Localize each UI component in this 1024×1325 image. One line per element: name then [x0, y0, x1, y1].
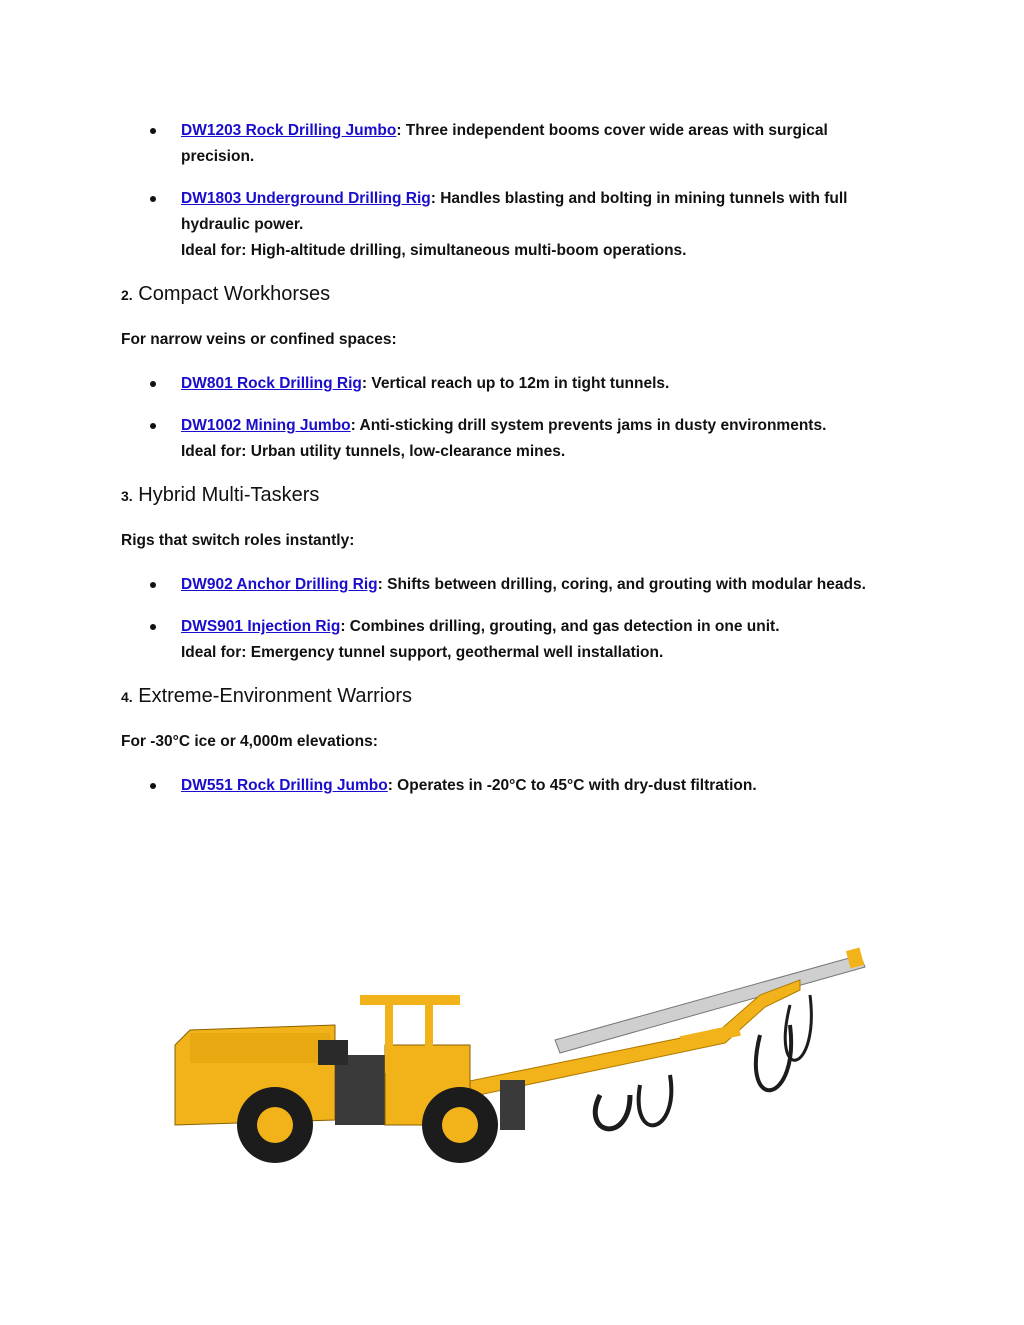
list-item — [121, 413, 901, 465]
document-content — [121, 118, 901, 815]
section-intro: Rigs that switch roles instantly: — [121, 532, 355, 549]
item-description: : Vertical reach up to 12m in tight tunnels. — [361, 375, 670, 392]
section-intro: For narrow veins or confined spaces: — [121, 331, 397, 348]
section-title: Extreme-Environment Warriors — [138, 685, 413, 707]
bullet — [150, 381, 156, 387]
section-number: 4. — [121, 689, 133, 705]
section-title: Compact Workhorses — [138, 283, 331, 305]
ideal-for-note: Ideal for: Urban utility tunnels, low-clearance mines. — [181, 443, 566, 460]
section-title: Hybrid Multi-Taskers — [138, 484, 320, 506]
section-heading — [121, 280, 901, 309]
ideal-for-note: Ideal for: Emergency tunnel support, geothermal well installation. — [181, 644, 664, 661]
list-item — [121, 614, 901, 666]
bullet — [150, 128, 156, 134]
product-link[interactable]: DW1803 Underground Drilling Rig — [181, 190, 431, 207]
section-list — [121, 371, 901, 465]
bullet — [150, 624, 156, 630]
product-link[interactable]: DW1002 Mining Jumbo — [181, 417, 351, 434]
item-description: : Combines drilling, grouting, and gas detection in one unit. — [340, 618, 780, 635]
item-description: : Handles blasting and bolting in mining tunnels with full hydraulic power. — [181, 190, 848, 233]
item-description: : Anti-sticking drill system prevents jams in dusty environments. — [350, 417, 827, 434]
list-item — [121, 118, 901, 170]
bullet — [150, 423, 156, 429]
section-list — [121, 572, 901, 666]
section-intro: For -30°C ice or 4,000m elevations: — [121, 733, 378, 750]
section-number: 3. — [121, 488, 133, 504]
product-link[interactable]: DW1203 Rock Drilling Jumbo — [181, 122, 397, 139]
item-description: : Three independent booms cover wide areas with surgical precision. — [181, 122, 828, 165]
bullet — [150, 196, 156, 202]
bullet — [150, 783, 156, 789]
list-item — [121, 371, 901, 397]
section-heading — [121, 481, 901, 510]
ideal-for-note: Ideal for: High-altitude drilling, simultaneous multi-boom operations. — [181, 242, 687, 259]
item-description: : Operates in -20°C to 45°C with dry-dust filtration. — [387, 777, 757, 794]
drilling-jumbo-photo — [160, 935, 880, 1165]
list-item — [121, 572, 901, 598]
top-list — [121, 118, 901, 264]
list-item — [121, 186, 901, 264]
list-item — [121, 773, 901, 799]
section-number: 2. — [121, 287, 133, 303]
product-link[interactable]: DWS901 Injection Rig — [181, 618, 341, 635]
section-list — [121, 773, 901, 799]
bullet — [150, 582, 156, 588]
product-link[interactable]: DW902 Anchor Drilling Rig — [181, 576, 378, 593]
section-heading — [121, 682, 901, 711]
product-link[interactable]: DW801 Rock Drilling Rig — [181, 375, 362, 392]
item-description: : Shifts between drilling, coring, and grouting with modular heads. — [377, 576, 866, 593]
product-link[interactable]: DW551 Rock Drilling Jumbo — [181, 777, 388, 794]
